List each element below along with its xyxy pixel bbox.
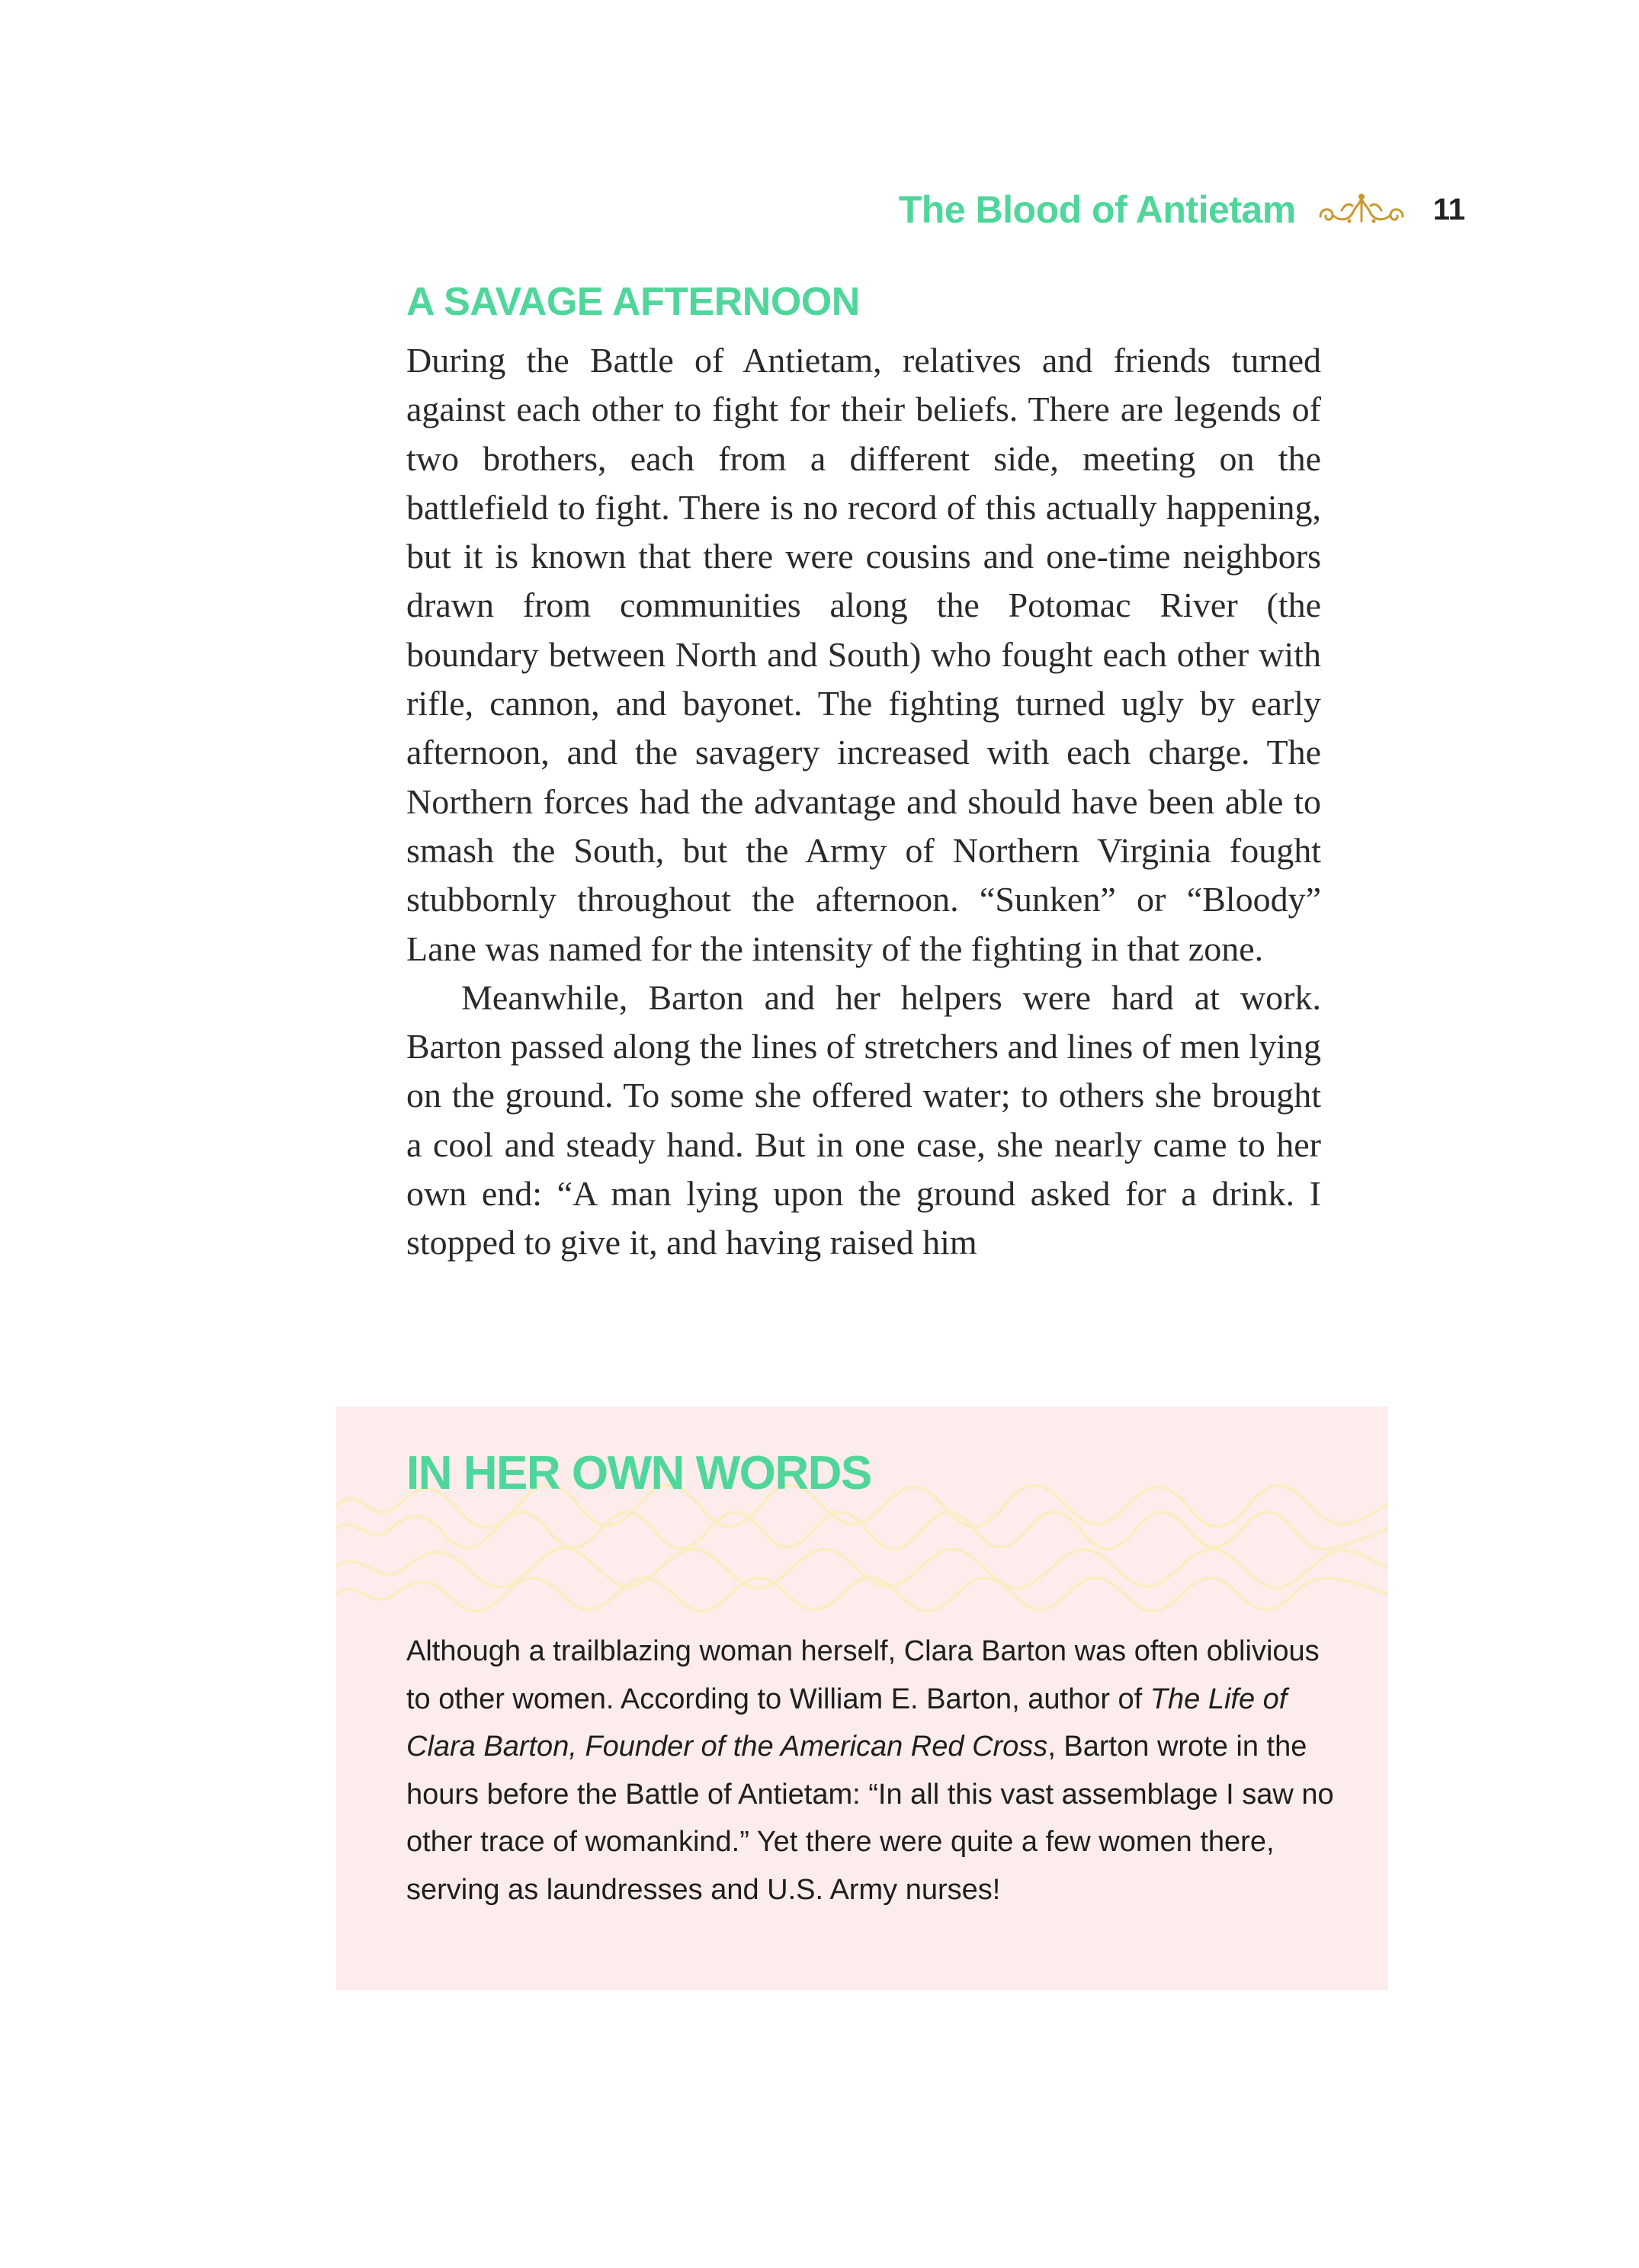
body-paragraph-1: During the Battle of Antietam, relatives and friends turned against each other to fight for their beliefs. There are legends of two brothers, each from a different side, meeting on the battlefield to fight. There is no record of this actually happening, but it is known that there were cousins and one-time neighbors drawn from communities along the Potomac River (the boundary between North and South) who fought each other with rifle, cannon, and bayonet. The fighting turned ugly by early afternoon, and the savagery increased with each charge. The Northern forces had the advantage and should have been able to smash the South, but the Army of Northern Virginia fought stubbornly throughout the afternoon. “Sunken” or “Bloody” Lane was named for the intensity of the fighting in that zone. (406, 341, 1321, 968)
running-head (899, 183, 1465, 236)
section-heading: A SAVAGE AFTERNOON (406, 280, 860, 324)
sidebar-heading: IN HER OWN WORDS (406, 1447, 871, 1500)
scroll-ornament-icon (1316, 191, 1407, 229)
body-paragraph-2: Meanwhile, Barton and her helpers were hard at work. Barton passed along the lines of stretchers and lines of men lying on the ground. To some she offered water; to others she brought a cool and steady hand. But in one case, she nearly came to her own end: “A man lying upon the ground asked for a drink. I stopped to give it, and having raised him (406, 977, 1321, 1262)
running-title: The Blood of Antietam (898, 188, 1296, 231)
sidebar-text-part-1: Although a trailblazing woman herself, Clara Barton was often oblivious to other women. According to William E. Barton, author of (406, 1635, 1320, 1715)
page-number: 11 (1432, 192, 1465, 226)
book-title: The Life of Clara Barton, Founder of the American Red Cross (406, 1683, 1288, 1763)
sidebar-text (406, 1628, 1336, 1914)
sidebar-box (336, 1407, 1388, 1990)
sidebar-text-part-2: , Barton wrote in the hours before the Battle of Antietam: “In all this vast assemblage I saw no other trace of womankind.” Yet there were quite a few women there, serving as laundresses and U.S. Army nurses! (406, 1731, 1334, 1906)
main-section (406, 271, 1321, 1268)
